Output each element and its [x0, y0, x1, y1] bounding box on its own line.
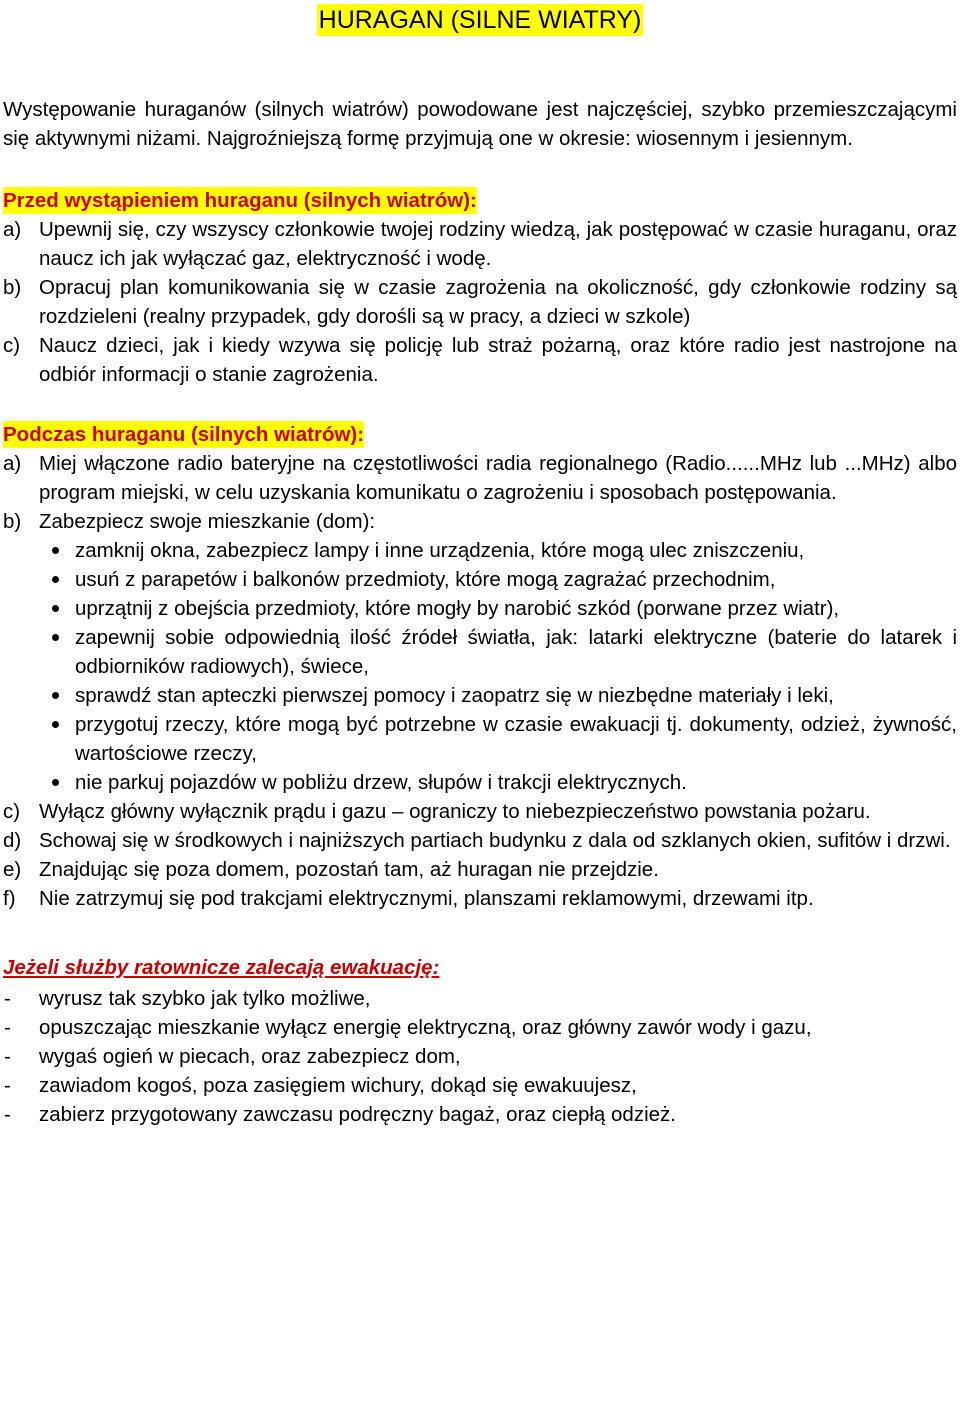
before-list: [3, 215, 957, 389]
title-wrap: [3, 4, 957, 38]
list-item: c) Naucz dzieci, jak i kiedy wzywa się policję lub straż pożarną, oraz które radio jest nastrojone na odbiór informacji o stanie zagrożenia.: [3, 334, 957, 386]
bullet-item: przygotuj rzeczy, które mogą być potrzebne w czasie ewakuacji tj. dokumenty, odzież, żywność, wartościowe rzeczy,: [39, 710, 957, 768]
bullet-item: sprawdź stan apteczki pierwszej pomocy i zaopatrz się w niezbędne materiały i leki,: [39, 681, 957, 710]
list-item: d) Schowaj się w środkowych i najniższych partiach budynku z dala od szklanych okien, sufitów i drzwi.: [3, 829, 951, 852]
secure-home-bullets: [39, 536, 957, 797]
list-item: c) Wyłącz główny wyłącznik prądu i gazu – ograniczy to niebezpieczeństwo powstania pożaru.: [3, 800, 871, 823]
bullet-item: zapewnij sobie odpowiednią ilość źródeł światła, jak: latarki elektryczne (baterie do latarek i odbiorników radiowych), świece,: [39, 623, 957, 681]
list-item: - opuszczając mieszkanie wyłącz energię elektryczną, oraz główny zawór wody i gazu,: [3, 1013, 957, 1042]
document-page: [0, 4, 960, 1129]
page-title: HURAGAN (SILNE WIATRY): [318, 6, 642, 34]
list-item: a) Miej włączone radio bateryjne na częstotliwości radia regionalnego (Radio......MHz lub ...MHz) albo program miejski, w celu uzyskania komunikatu o zagrożeniu i sposobach postępowania.: [3, 452, 957, 504]
bullet-item: usuń z parapetów i balkonów przedmioty, które mogą zagrażać przechodnim,: [39, 565, 957, 594]
before-heading: Przed wystąpieniem huraganu (silnych wiatrów):: [3, 189, 477, 212]
bullet-item: uprzątnij z obejścia przedmioty, które mogły by narobić szkód (porwane przez wiatr),: [39, 594, 957, 623]
list-item: - wyrusz tak szybko jak tylko możliwe,: [3, 984, 957, 1013]
list-item: - zawiadom kogoś, poza zasięgiem wichury, dokąd się ewakuujesz,: [3, 1071, 957, 1100]
during-heading: Podczas huraganu (silnych wiatrów):: [3, 423, 365, 446]
evacuation-heading: Jeżeli służby ratownicze zalecają ewakuację:: [3, 956, 440, 979]
list-item: - wygaś ogień w piecach, oraz zabezpiecz dom,: [3, 1042, 957, 1071]
evacuation-list: [3, 984, 957, 1129]
bullet-item: zamknij okna, zabezpiecz lampy i inne urządzenia, które mogą ulec zniszczeniu,: [39, 536, 957, 565]
list-item: e) Znajdując się poza domem, pozostań tam, aż huragan nie przejdzie.: [3, 858, 659, 881]
list-item: b) Zabezpiecz swoje mieszkanie (dom): zamknij okna, zabezpiecz lampy i inne urządzenia, które mogą ulec zniszczeniu, usuń z parapetów i balkonów przedmioty, które mogą zagrażać przechodnim, uprzątnij z obejścia przedmioty, które mogły by narobić szkód (porwane przez wiatr), zapewnij sobie odpowiednią ilość źródeł światła, jak: latarki elektryczne (baterie do latarek i odbiorników radiowych), świece, sprawdź stan apteczki pierwszej pomocy i zaopatrz się w niezbędne materiały i leki, przygotuj rzeczy, które mogą być potrzebne w czasie ewakuacji tj. dokumenty, odzież, żywność, wartościowe rzeczy, nie parkuj pojazdów w pobliżu drzew, słupów i trakcji elektrycznych.: [3, 507, 957, 797]
bullet-item: nie parkuj pojazdów w pobliżu drzew, słupów i trakcji elektrycznych.: [39, 768, 957, 797]
intro-paragraph: Występowanie huraganów (silnych wiatrów) powodowane jest najczęściej, szybko przemieszczającymi się aktywnymi niżami. Najgroźniejszą formę przyjmują one w okresie: wiosennym i jesiennym.: [3, 98, 957, 150]
during-list: [3, 449, 957, 913]
list-item: b) Opracuj plan komunikowania się w czasie zagrożenia na okoliczność, gdy członkowie rodziny są rozdzieleni (realny przypadek, gdy dorośli są w pracy, a dzieci w szkole): [3, 276, 957, 328]
list-item: - zabierz przygotowany zawczasu podręczny bagaż, oraz ciepłą odzież.: [3, 1100, 957, 1129]
list-item: a) Upewnij się, czy wszyscy członkowie twojej rodziny wiedzą, jak postępować w czasie huraganu, oraz naucz ich jak wyłączać gaz, elektryczność i wodę.: [3, 218, 957, 270]
list-item: f) Nie zatrzymuj się pod trakcjami elektrycznymi, planszami reklamowymi, drzewami itp.: [3, 887, 814, 910]
